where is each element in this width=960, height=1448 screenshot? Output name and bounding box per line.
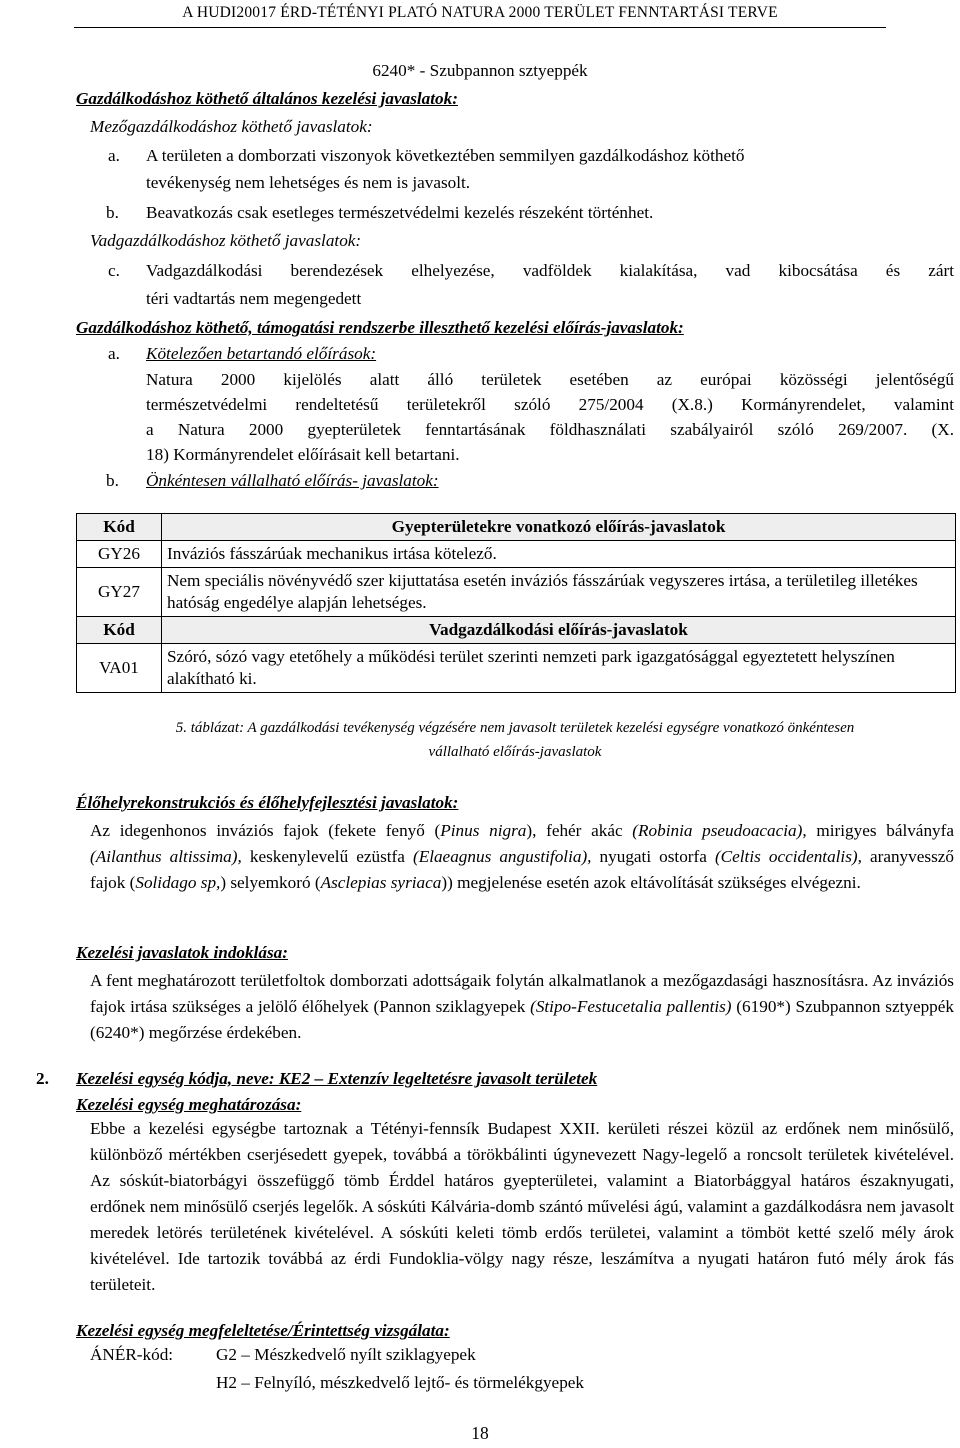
unit2-definition-text: Ebbe a kezelési egységbe tartoznak a Tétényi-fennsík Budapest XXII. kerületi részei közül az erdőnek nem minősülő, különböző mértékben cserjésedett gyepek, továbbá a törökbálinti úgynevezett Nagy-legelő a roncsolt területek kivételével. Az sóskút-biatorbágyi összefüggő tömb Érddel határos gyepterületei, valamint a Biatorbággyal határos északnyugati, erdőnek nem minősülő cserjés legelők. A sóskúti Kálvária-domb szántó művelési ágú, valamint a gazdálkodásra nem javasolt meredek letörés területének kivételével. A sóskúti keleti tömb erdős területei, valamint a tömböt ketté szelő mély árok kivételével. Ide tartozik továbbá az érdi Fundoklia-völgy nagy része, leszámítva a nyugati határon futó mély árok fás területeit. xyxy=(90,1119,954,1294)
table-row-text: Inváziós fásszárúak mechanikus irtása kötelező. xyxy=(162,541,956,568)
agri-heading: Mezőgazdálkodáshoz köthető javaslatok: xyxy=(90,117,373,136)
justification-paragraph: A fent meghatározott területfoltok domborzati adottságaik folytán alkalmatlanok a mezőgazdasági hasznosításra. Az inváziós fajok irtása szükséges a jelölő élőhelyek (Pannon sziklagyepek (Stipo-Festucetalia pallentis) (6190*) Szubpannon sztyeppék (6240*) megőrzése érdekében. xyxy=(90,971,954,1042)
support-a-label: Kötelezően betartandó előírások: xyxy=(146,344,377,363)
item-b-text: Beavatkozás csak esetleges természetvédelmi kezelés részeként történhet. xyxy=(146,203,654,222)
table-row-code: GY26 xyxy=(77,541,162,568)
support-a-line4: 18) Kormányrendelet előírásait kell betartani. xyxy=(146,445,460,464)
table-head-grassland: Gyepterületekre vonatkozó előírás-javaslatok xyxy=(162,514,956,541)
table-head-code: Kód xyxy=(77,514,162,541)
table-header-row xyxy=(77,514,956,541)
item-c-line2: téri vadtartás nem megengedett xyxy=(146,289,362,308)
page-number: 18 xyxy=(471,1423,489,1443)
item-c-marker: c. xyxy=(108,261,120,280)
table-row-code: GY27 xyxy=(77,568,162,617)
support-a-line2: természetvédelmi rendeltetésű területekről szóló 275/2004 (X.8.) Kormányrendelet, valamint xyxy=(146,395,954,414)
table-row xyxy=(77,568,956,617)
table-row xyxy=(77,541,956,568)
table-header-row xyxy=(77,617,956,644)
support-b-label: Önkéntesen vállalható előírás- javaslatok: xyxy=(146,471,439,490)
aner-code-2: H2 – Felnyíló, mészkedvelő lejtő- és törmelékgyepek xyxy=(216,1373,585,1392)
table-caption-line1: 5. táblázat: A gazdálkodási tevékenység végzésére nem javasolt területek kezelési egységre vonatkozó önkéntesen xyxy=(175,720,855,736)
prescription-table xyxy=(76,513,956,693)
table-caption-line2: vállalható előírás-javaslatok xyxy=(428,744,602,760)
item-a-line2: tevékenység nem lehetséges és nem is javasolt. xyxy=(146,173,471,192)
game-heading: Vadgazdálkodáshoz köthető javaslatok: xyxy=(90,231,362,250)
item-a-marker: a. xyxy=(108,146,120,165)
table-row-code: VA01 xyxy=(77,644,162,693)
reconstruction-heading: Élőhelyrekonstrukciós és élőhelyfejlesztési javaslatok: xyxy=(76,793,459,812)
support-heading: Gazdálkodáshoz köthető, támogatási rendszerbe illeszthető kezelési előírás-javaslatok: xyxy=(76,318,684,337)
item-b-marker: b. xyxy=(106,203,119,222)
unit2-compat-heading: Kezelési egység megfeleltetése/Érintettség vizsgálata: xyxy=(76,1321,450,1340)
unit2-title: Kezelési egység kódja, neve: KE2 – Extenzív legeltetésre javasolt területek xyxy=(76,1069,598,1088)
support-a-line3: a Natura 2000 gyepterületek fenntartásának földhasználati szabályairól szóló 269/2007. (X. xyxy=(146,420,954,439)
support-a-marker: a. xyxy=(108,344,120,363)
support-a-line1: Natura 2000 kijelölés alatt álló területek esetében az európai közösségi jelentőségű xyxy=(146,370,954,389)
aner-label: ÁNÉR-kód: xyxy=(90,1345,174,1364)
reconstruction-paragraph: Az idegenhonos inváziós fajok (fekete fenyő (Pinus nigra), fehér akác (Robinia pseudoacacia), mirigyes bálványfa (Ailanthus altissima), keskenylevelű ezüstfa (Elaeagnus angustifolia), nyugati ostorfa (Celtis occidentalis), aranyvessző fajok (Solidago sp,) selyemkoró (Asclepias syriaca)) megjelenése esetén azok eltávolítását szükséges elvégezni. xyxy=(90,821,954,892)
table-row-text: Szóró, sózó vagy etetőhely a működési terület szerinti nemzeti park igazgatósággal egyeztetett helyszínen alakítható ki. xyxy=(162,644,956,693)
header-rule xyxy=(74,27,886,28)
unit2-definition-heading: Kezelési egység meghatározása: xyxy=(76,1095,302,1114)
support-b-marker: b. xyxy=(106,471,119,490)
unit2-number: 2. xyxy=(36,1069,49,1088)
running-header: A HUDI20017 ÉRD-TÉTÉNYI PLATÓ NATURA 2000 TERÜLET FENNTARTÁSI TERVE xyxy=(182,4,778,21)
item-a-line1: A területen a domborzati viszonyok következtében semmilyen gazdálkodáshoz köthető xyxy=(146,146,745,165)
table-row-text: Nem speciális növényvédő szer kijuttatása esetén inváziós fásszárúak vegyszeres irtása, a területileg illetékes hatóság engedélye alapján lehetséges. xyxy=(162,568,956,617)
table-head-game: Vadgazdálkodási előírás-javaslatok xyxy=(162,617,956,644)
justification-heading: Kezelési javaslatok indoklása: xyxy=(76,943,288,962)
item-c-line1: Vadgazdálkodási berendezések elhelyezése, vadföldek kialakítása, vad kibocsátása és zárt xyxy=(146,261,954,280)
general-heading: Gazdálkodáshoz köthető általános kezelési javaslatok: xyxy=(76,89,458,108)
table-head-code: Kód xyxy=(77,617,162,644)
aner-code-1: G2 – Mészkedvelő nyílt sziklagyepek xyxy=(216,1345,476,1364)
habitat-title: 6240* - Szubpannon sztyeppék xyxy=(372,61,588,80)
table-row xyxy=(77,644,956,693)
